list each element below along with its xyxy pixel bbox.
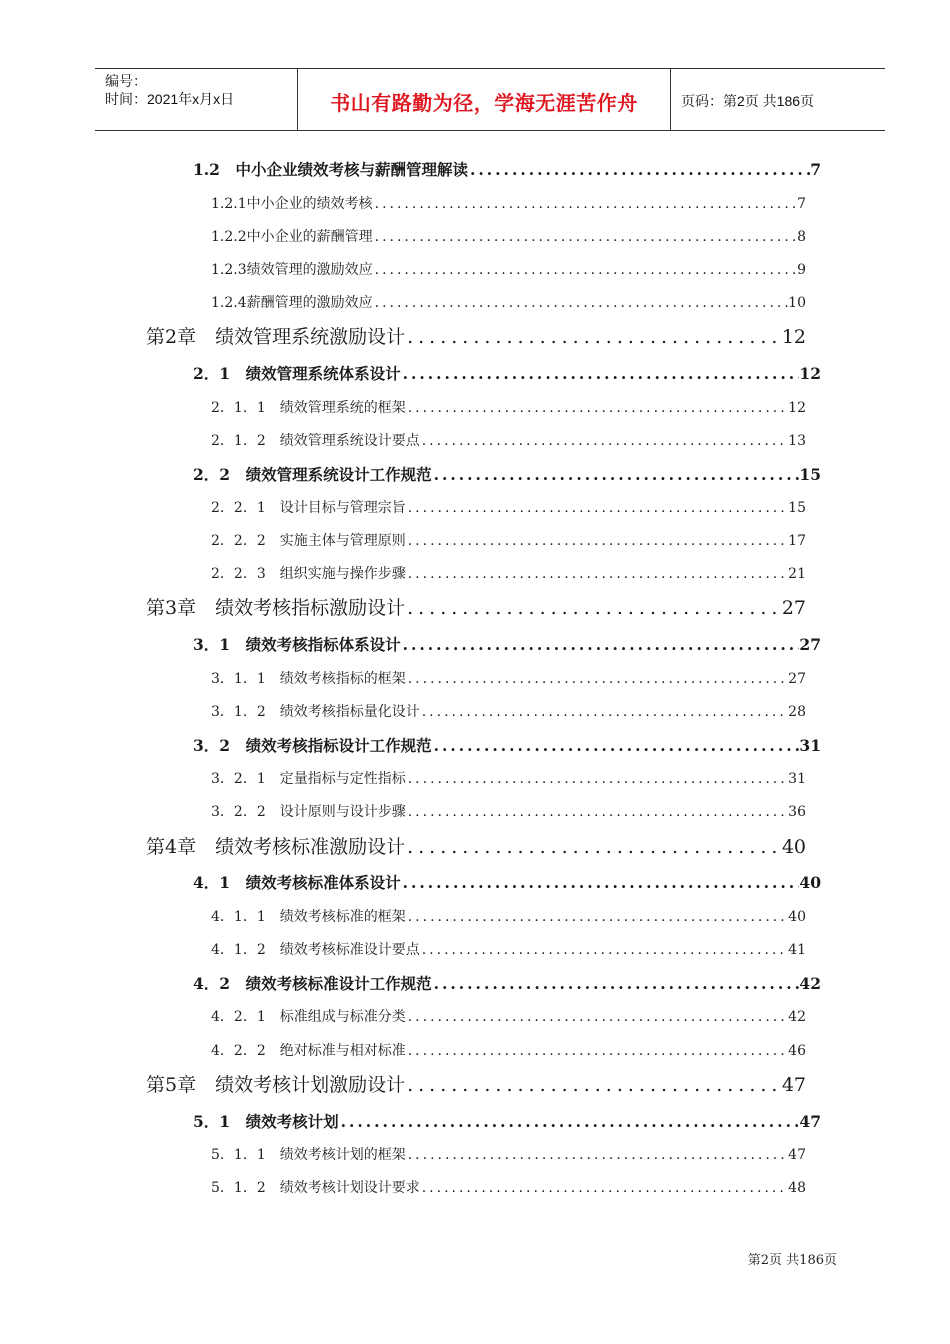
toc-subsection-entry[interactable]: [211, 430, 806, 450]
toc-dot-leader: [405, 597, 782, 619]
toc-subsection-entry[interactable]: [211, 397, 806, 417]
toc-entry-title: 4．1 绩效考核标准体系设计: [193, 873, 401, 892]
toc-entry-page-number: 31: [788, 771, 806, 787]
toc-dot-leader: [420, 942, 788, 958]
toc-entry-page-number: 12: [781, 326, 806, 348]
toc-dot-leader: [401, 635, 800, 654]
toc-section-entry[interactable]: [193, 972, 821, 994]
toc-entry-page-number: 42: [788, 1009, 806, 1025]
toc-dot-leader: [401, 364, 800, 383]
toc-section-entry[interactable]: [193, 463, 821, 485]
toc-section-entry[interactable]: [193, 362, 821, 384]
toc-entry-title: 3．2．1 定量指标与定性指标: [211, 771, 406, 787]
toc-subsection-entry[interactable]: [211, 701, 806, 721]
toc-entry-title: 2．2．2 实施主体与管理原则: [211, 533, 406, 549]
toc-chapter-entry[interactable]: [146, 322, 806, 349]
toc-dot-leader: [406, 500, 788, 516]
header-page-cell: [671, 69, 885, 130]
toc-subsection-entry[interactable]: [211, 939, 806, 959]
toc-entry-title: 2．1．2 绩效管理系统设计要点: [211, 433, 420, 449]
toc-entry-page-number: 13: [788, 433, 806, 449]
toc-entry-title: 3．1 绩效考核指标体系设计: [193, 635, 401, 654]
toc-entry-title: 4．1．1 绩效考核标准的框架: [211, 909, 406, 925]
toc-entry-title: 第5章 绩效考核计划激励设计: [146, 1074, 406, 1096]
toc-entry-page-number: 27: [788, 671, 806, 687]
toc-dot-leader: [406, 671, 788, 687]
toc-entry-page-number: 28: [788, 704, 806, 720]
toc-entry-title: 3．1．1 绩效考核指标的框架: [211, 671, 406, 687]
toc-entry-page-number: 41: [788, 942, 806, 958]
toc-subsection-entry[interactable]: [211, 226, 806, 246]
toc-entry-page-number: 36: [788, 804, 806, 820]
toc-subsection-entry[interactable]: [211, 193, 806, 213]
toc-entry-title: 3．2 绩效考核指标设计工作规范: [193, 736, 432, 755]
toc-dot-leader: [432, 465, 800, 484]
toc-section-entry[interactable]: [193, 633, 821, 655]
toc-entry-title: 第2章 绩效管理系统激励设计: [146, 326, 406, 348]
toc-entry-title: 4．2．1 标准组成与标准分类: [211, 1009, 406, 1025]
toc-dot-leader: [405, 326, 782, 348]
toc-entry-title: 2．2．1 设计目标与管理宗旨: [211, 500, 406, 516]
toc-entry-title: 1.2.4薪酬管理的激励效应: [211, 295, 373, 311]
header-motto-cell: [297, 69, 671, 130]
toc-entry-title: 3．1．2 绩效考核指标量化设计: [211, 704, 420, 720]
toc-entry-page-number: 46: [788, 1043, 806, 1059]
toc-entry-page-number: 27: [781, 597, 806, 619]
toc-entry-title: 1.2 中小企业绩效考核与薪酬管理解读: [193, 160, 468, 179]
toc-entry-title: 2．1 绩效管理系统体系设计: [193, 364, 401, 383]
toc-dot-leader: [420, 704, 788, 720]
toc-subsection-entry[interactable]: [211, 668, 806, 688]
toc-dot-leader: [420, 433, 788, 449]
toc-dot-leader: [406, 771, 788, 787]
toc-section-entry[interactable]: [193, 734, 821, 756]
toc-dot-leader: [373, 196, 797, 212]
toc-entry-page-number: 12: [799, 364, 821, 383]
toc-section-entry[interactable]: [193, 1110, 821, 1132]
page-footer-number: 第2页 共186页: [747, 1253, 837, 1268]
toc-entry-page-number: 12: [788, 400, 806, 416]
toc-entry-page-number: 15: [799, 465, 821, 484]
toc-subsection-entry[interactable]: [211, 1177, 806, 1197]
toc-entry-page-number: 17: [788, 533, 806, 549]
header-meta: [95, 69, 297, 130]
toc-entry-page-number: 27: [799, 635, 821, 654]
toc-dot-leader: [432, 974, 800, 993]
toc-dot-leader: [406, 909, 788, 925]
toc-subsection-entry[interactable]: [211, 497, 806, 517]
document-id-label: 编号：: [105, 73, 147, 89]
header-page-number: 页码：第2页 共186页: [681, 93, 815, 109]
toc-dot-leader: [406, 400, 788, 416]
toc-dot-leader: [401, 873, 800, 892]
toc-entry-page-number: 31: [799, 736, 821, 755]
toc-entry-page-number: 40: [781, 836, 806, 858]
toc-dot-leader: [373, 229, 797, 245]
toc-dot-leader: [339, 1112, 800, 1131]
toc-entry-title: 5．1．2 绩效考核计划设计要求: [211, 1180, 420, 1196]
toc-entry-title: 1.2.3绩效管理的激励效应: [211, 262, 373, 278]
toc-entry-page-number: 7: [810, 160, 821, 179]
toc-subsection-entry[interactable]: [211, 530, 806, 550]
toc-dot-leader: [405, 836, 782, 858]
toc-subsection-entry[interactable]: [211, 292, 806, 312]
toc-entry-title: 第4章 绩效考核标准激励设计: [146, 836, 406, 858]
toc-entry-page-number: 47: [799, 1112, 821, 1131]
toc-dot-leader: [373, 262, 797, 278]
toc-entry-page-number: 48: [788, 1180, 806, 1196]
toc-subsection-entry[interactable]: [211, 906, 806, 926]
document-time-label: 时间：2021年x月x日: [105, 91, 235, 107]
toc-dot-leader: [406, 533, 788, 549]
toc-dot-leader: [406, 1147, 788, 1163]
toc-subsection-entry[interactable]: [211, 801, 806, 821]
toc-entry-title: 4．1．2 绩效考核标准设计要点: [211, 942, 420, 958]
header-motto: 书山有路勤为径，学海无涯苦作舟: [330, 91, 638, 115]
toc-entry-title: 2．2 绩效管理系统设计工作规范: [193, 465, 432, 484]
toc-dot-leader: [373, 295, 789, 311]
toc-entry-title: 4．2 绩效考核标准设计工作规范: [193, 974, 432, 993]
toc-subsection-entry[interactable]: [211, 259, 806, 279]
toc-entry-page-number: 47: [781, 1074, 806, 1096]
toc-dot-leader: [406, 1009, 788, 1025]
toc-section-entry[interactable]: [193, 871, 821, 893]
toc-entry-title: 5．1．1 绩效考核计划的框架: [211, 1147, 406, 1163]
toc-dot-leader: [405, 1074, 782, 1096]
toc-subsection-entry[interactable]: [211, 563, 806, 583]
toc-chapter-entry[interactable]: [146, 593, 806, 620]
toc-entry-title: 第3章 绩效考核指标激励设计: [146, 597, 406, 619]
toc-entry-page-number: 42: [799, 974, 821, 993]
toc-dot-leader: [406, 566, 788, 582]
page-header: [95, 68, 885, 131]
toc-subsection-entry[interactable]: [211, 1144, 806, 1164]
toc-dot-leader: [406, 804, 788, 820]
toc-subsection-entry[interactable]: [211, 1006, 806, 1026]
toc-dot-leader: [468, 160, 810, 179]
toc-entry-page-number: 9: [797, 262, 806, 278]
toc-entry-page-number: 15: [788, 500, 806, 516]
toc-entry-page-number: 8: [797, 229, 806, 245]
toc-dot-leader: [420, 1180, 788, 1196]
toc-section-entry[interactable]: [193, 158, 821, 180]
toc-entry-title: 1.2.2中小企业的薪酬管理: [211, 229, 373, 245]
toc-subsection-entry[interactable]: [211, 768, 806, 788]
toc-entry-page-number: 10: [788, 295, 806, 311]
toc-entry-title: 2．1．1 绩效管理系统的框架: [211, 400, 406, 416]
toc-entry-title: 1.2.1中小企业的绩效考核: [211, 196, 373, 212]
toc-entry-title: 2．2．3 组织实施与操作步骤: [211, 566, 406, 582]
toc-dot-leader: [432, 736, 800, 755]
toc-chapter-entry[interactable]: [146, 832, 806, 859]
toc-entry-page-number: 40: [788, 909, 806, 925]
toc-entry-title: 5．1 绩效考核计划: [193, 1112, 339, 1131]
toc-entry-page-number: 40: [799, 873, 821, 892]
toc-entry-page-number: 7: [797, 196, 806, 212]
toc-entry-title: 4．2．2 绝对标准与相对标准: [211, 1043, 406, 1059]
toc-chapter-entry[interactable]: [146, 1070, 806, 1097]
toc-entry-page-number: 21: [788, 566, 806, 582]
toc-entry-page-number: 47: [788, 1147, 806, 1163]
toc-subsection-entry[interactable]: [211, 1040, 806, 1060]
toc-dot-leader: [406, 1043, 788, 1059]
toc-entry-title: 3．2．2 设计原则与设计步骤: [211, 804, 406, 820]
